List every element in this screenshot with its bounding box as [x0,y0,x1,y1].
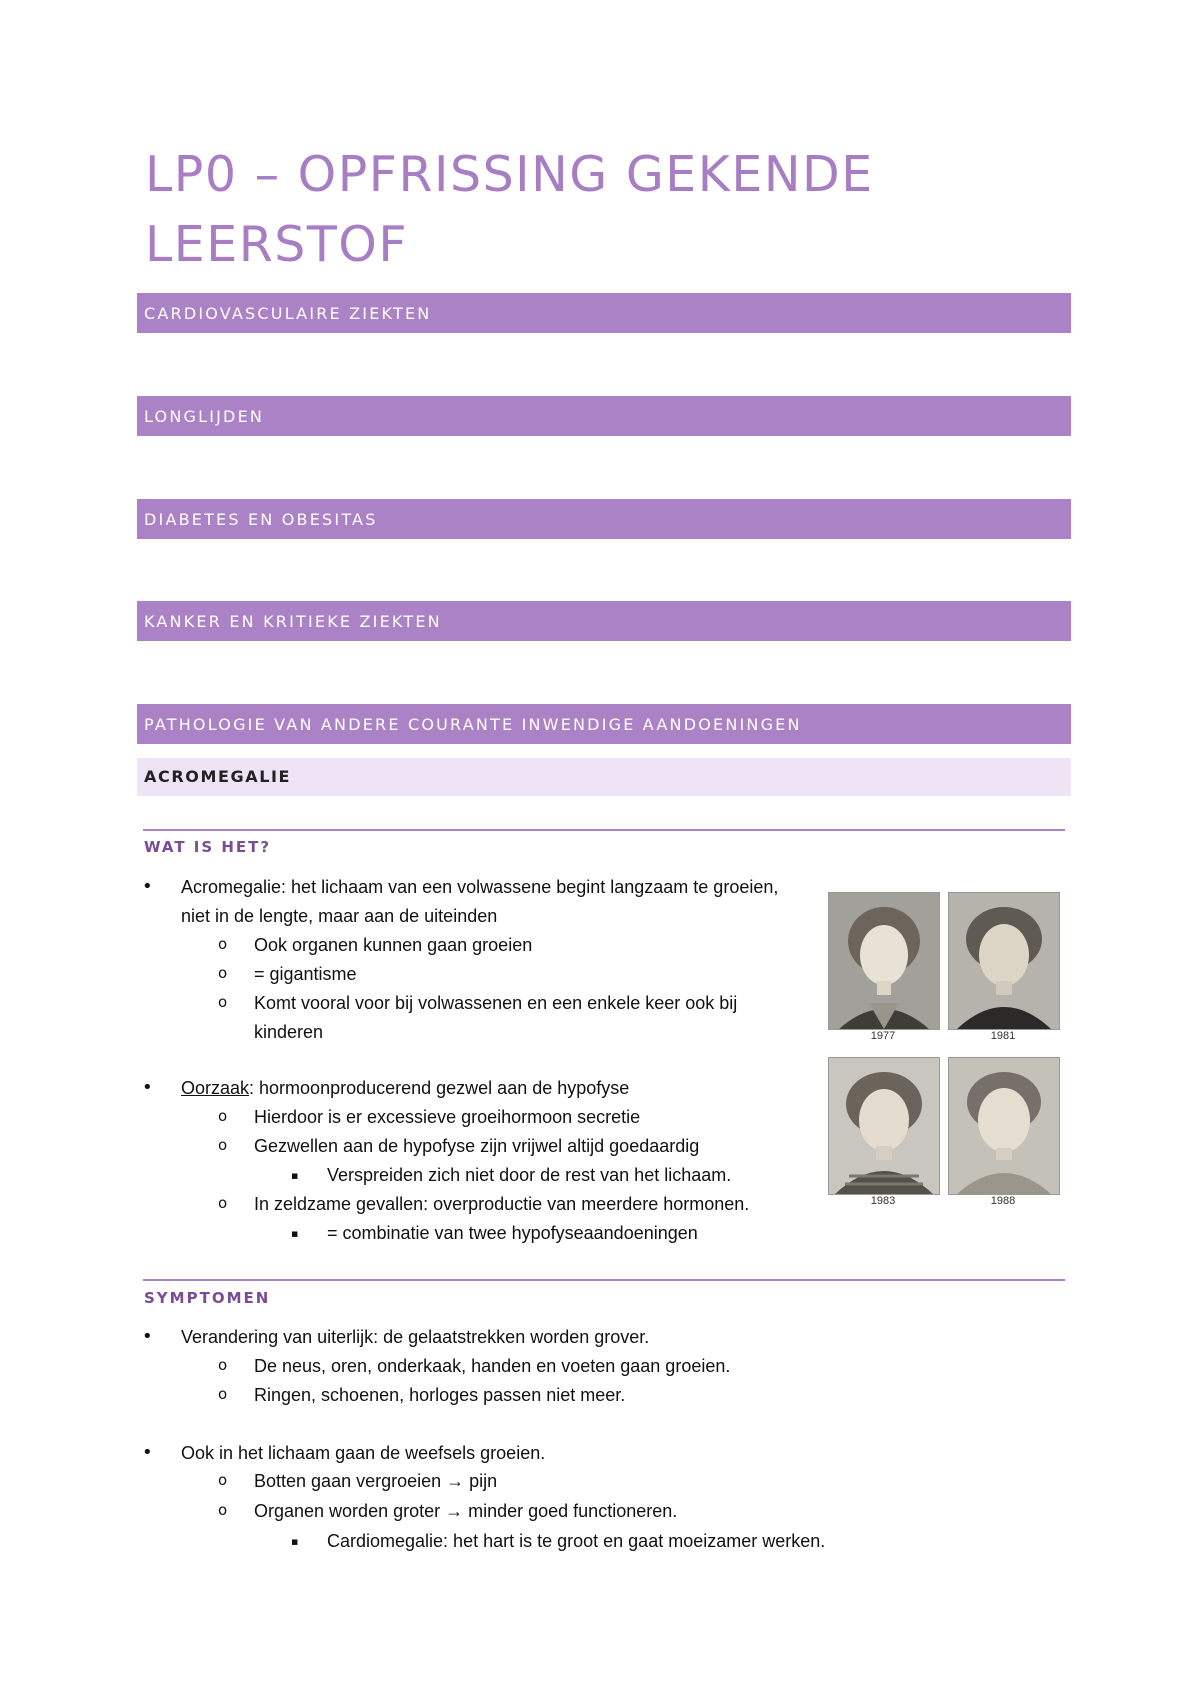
oorzaak-label: Oorzaak [181,1078,250,1098]
list-item: = combinatie van twee hypofyseaandoeningen [327,1223,698,1243]
list-item: Ook in het lichaam gaan de weefsels groeien. [181,1443,546,1463]
title-line-2: LEERSTOF [145,216,409,273]
list-item: De neus, oren, onderkaak, handen en voeten gaan groeien. [254,1356,731,1376]
circle-marker: o [218,1501,228,1519]
list-item: = gigantisme [254,964,357,984]
circle-marker: o [218,964,228,982]
list-item: Komt vooral voor bij volwassenen en een enkele keer ook bij [254,993,738,1013]
bullet-marker: • [142,1077,153,1098]
divider [143,1279,1065,1281]
list-item: Botten gaan vergroeien → pijn [254,1471,498,1491]
title-line-1: LP0 – OPFRISSING GEKENDE [145,146,874,203]
circle-marker: o [218,1471,228,1489]
divider [143,829,1065,831]
photo-1988 [948,1057,1060,1195]
section-pathologie: PATHOLOGIE VAN ANDERE COURANTE INWENDIGE AANDOENINGEN [137,704,1071,744]
circle-marker: o [218,993,228,1011]
section-longlijden: LONGLIJDEN [137,396,1071,436]
photo-grid [828,892,1068,1222]
section-kanker: KANKER EN KRITIEKE ZIEKTEN [137,601,1071,641]
circle-marker: o [218,1136,228,1154]
circle-marker: o [218,935,228,953]
heading-wat-is-het: WAT IS HET? [144,838,272,856]
list-item-cont: niet in de lengte, maar aan de uiteinden [181,906,498,926]
photo-year: 1981 [990,1030,1016,1042]
list-item: Cardiomegalie: het hart is te groot en gaat moeizamer werken. [327,1531,826,1551]
circle-marker: o [218,1194,228,1212]
list-item: Hierdoor is er excessieve groeihormoon secretie [254,1107,641,1127]
list-item: Verandering van uiterlijk: de gelaatstrekken worden grover. [181,1327,650,1347]
photo-year: 1988 [990,1195,1016,1207]
circle-marker: o [218,1385,228,1403]
photo-year: 1977 [870,1030,896,1042]
photo-1977 [828,892,940,1030]
list-item: Gezwellen aan de hypofyse zijn vrijwel altijd goedaardig [254,1136,700,1156]
list-item [181,1077,629,1099]
list-item: Ook organen kunnen gaan groeien [254,935,533,955]
photo-1981 [948,892,1060,1030]
oorzaak-text: : hormoonproducerend gezwel aan de hypofyse [249,1078,630,1098]
list-item-cont: kinderen [254,1022,324,1042]
circle-marker: o [218,1356,228,1374]
square-marker: ▪ [291,1227,299,1240]
section-diabetes: DIABETES EN OBESITAS [137,499,1071,539]
photo-1983 [828,1057,940,1195]
square-marker: ▪ [291,1535,299,1548]
bullet-marker: • [142,1442,153,1463]
list-item: Verspreiden zich niet door de rest van het lichaam. [327,1165,732,1185]
list-item: Ringen, schoenen, horloges passen niet meer. [254,1385,626,1405]
page-title [145,140,1045,280]
square-marker: ▪ [291,1169,299,1182]
list-item: Acromegalie: het lichaam van een volwassene begint langzaam te groeien, [181,877,779,897]
section-cardiovasculaire: CARDIOVASCULAIRE ZIEKTEN [137,293,1071,333]
list-item: In zeldzame gevallen: overproductie van meerdere hormonen. [254,1194,750,1214]
heading-symptomen: SYMPTOMEN [144,1289,271,1307]
list-item: Organen worden groter → minder goed functioneren. [254,1501,678,1521]
photo-year: 1983 [870,1195,896,1207]
circle-marker: o [218,1107,228,1125]
subsection-acromegalie: ACROMEGALIE [137,758,1071,796]
bullet-marker: • [142,1326,153,1347]
bullet-marker: • [142,876,153,897]
